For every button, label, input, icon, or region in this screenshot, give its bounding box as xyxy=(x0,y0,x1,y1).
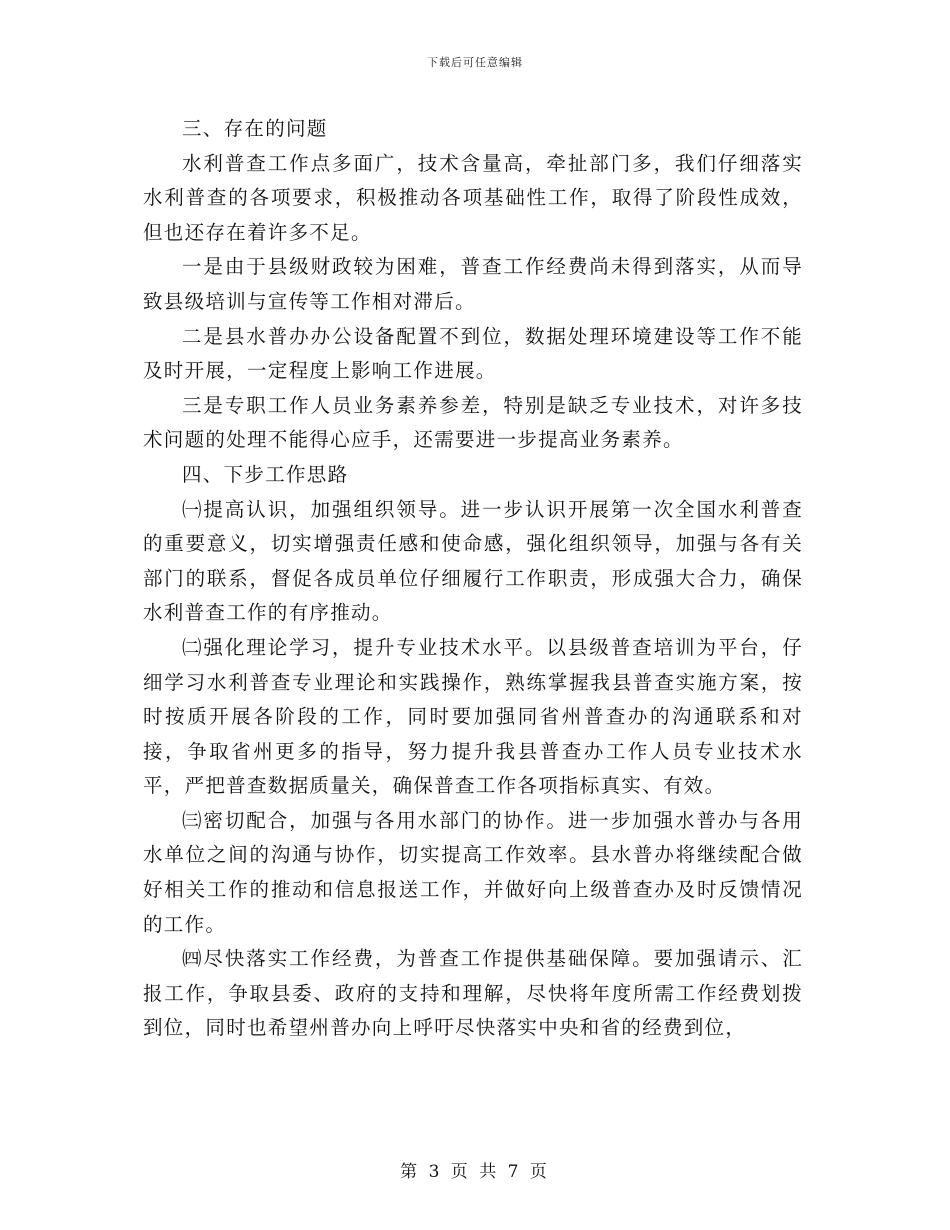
paragraph: 三是专职工作人员业务素养参差，特别是缺乏专业技术，对许多技术问题的处理不能得心应手，还需要进一步提高业务素养。 xyxy=(143,393,803,452)
paragraph: ㈡强化理论学习，提升专业技术水平。以县级普查培训为平台，仔细学习水利普查专业理论和实践操作，熟练掌握我县普查实施方案，按时按质开展各阶段的工作，同时要加强同省州普查办的沟通联系和对接，争取省州更多的指导，努力提升我县普查办工作人员专业技术水平，严把普查数据质量关，确保普查工作各项指标真实、有效。 xyxy=(143,635,803,798)
paragraph: 水利普查工作点多面广，技术含量高，牵扯部门多，我们仔细落实水利普查的各项要求，积极推动各项基础性工作，取得了阶段性成效，但也还存在着许多不足。 xyxy=(143,151,803,244)
section-heading-problems: 三、存在的问题 xyxy=(182,117,328,140)
document-body xyxy=(143,112,803,1046)
paragraph: ㈠提高认识，加强组织领导。进一步认识开展第一次全国水利普查的重要意义，切实增强责任感和使命感，强化组织领导，加强与各有关部门的联系，督促各成员单位仔细履行工作职责，形成强大合力，确保水利普查工作的有序推动。 xyxy=(143,497,803,625)
paragraph: ㈣尽快落实工作经费，为普查工作提供基础保障。要加强请示、汇报工作，争取县委、政府的支持和理解，尽快将年度所需工作经费划拨到位，同时也希望州普办向上呼吁尽快落实中央和省的经费到位， xyxy=(143,947,803,1040)
paragraph: 一是由于县级财政较为困难，普查工作经费尚未得到落实，从而导致县级培训与宣传等工作相对滞后。 xyxy=(143,255,803,313)
paragraph: ㈢密切配合，加强与各用水部门的协作。进一步加强水普办与各用水单位之间的沟通与协作，切实提高工作效率。县水普办将继续配合做好相关工作的推动和信息报送工作，并做好向上级普查办及时反馈情况的工作。 xyxy=(143,808,803,936)
section-heading-next-steps: 四、下步工作思路 xyxy=(182,462,349,486)
page-header: 下载后可任意编辑 xyxy=(427,56,523,69)
paragraph: 二是县水普办办公设备配置不到位，数据处理环境建设等工作不能及时开展，一定程度上影响工作进展。 xyxy=(143,324,803,383)
page-number: 第 3 页 共 7 页 xyxy=(400,1162,550,1182)
